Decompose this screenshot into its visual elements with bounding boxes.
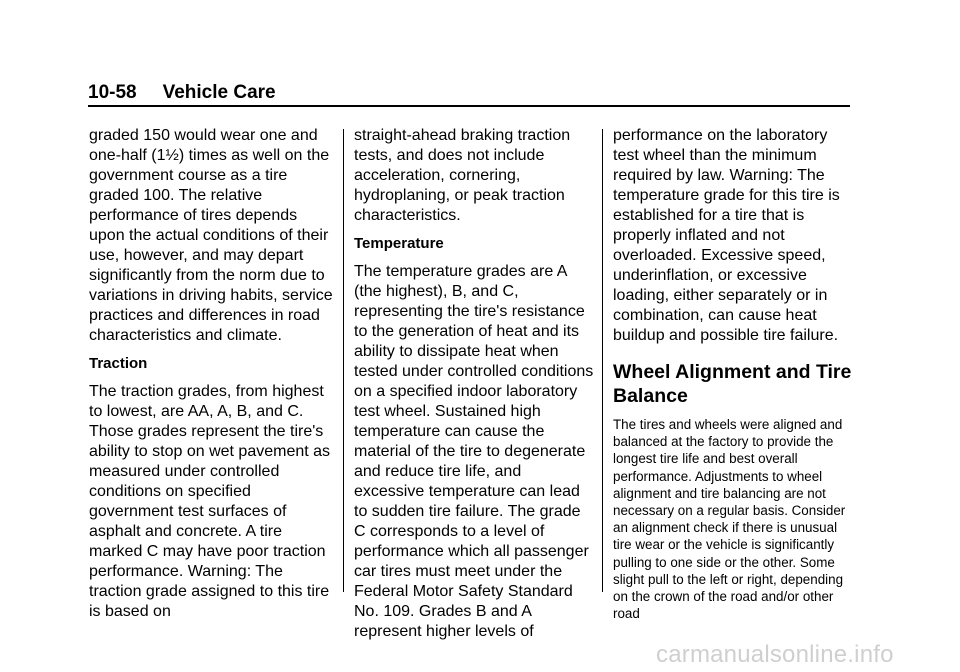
text-column-2 <box>354 126 594 642</box>
column-divider-2 <box>602 129 603 592</box>
wheel-alignment-heading: Wheel Alignment and Tire Balance <box>613 361 852 407</box>
section-title: Vehicle Care <box>162 82 276 103</box>
column-divider-1 <box>343 129 344 592</box>
page-number: 10-58 <box>88 82 137 103</box>
column1-paragraph-1: graded 150 would wear one and one-half (1½) times as well on the government course as a tire graded 100. The relative performance of tires depends upon the actual conditions of their use, however, and may depart significantly from the norm due to variations in driving habits, service practices and differences in road characteristics and climate. <box>89 127 333 344</box>
temperature-heading: Temperature <box>354 235 444 252</box>
page-header <box>88 82 276 104</box>
header-rule <box>88 105 850 107</box>
text-column-3 <box>613 126 853 622</box>
text-column-1 <box>89 126 335 622</box>
column2-paragraph-1: straight-ahead braking traction tests, and does not include acceleration, cornering, hydroplaning, or peak traction characteristics. <box>354 127 571 224</box>
traction-heading: Traction <box>89 355 148 372</box>
column3-paragraph-1: performance on the laboratory test wheel than the minimum required by law. Warning: The temperature grade for this tire is established for a tire that is properly inflated and not overloaded. Excessive speed, underinflation, or excessive loading, either separately or in combination, can cause heat buildup and possible tire failure. <box>613 127 840 344</box>
column3-paragraph-2: The tires and wheels were aligned and balanced at the factory to provide the longest tire life and best overall performance. Adjustments to wheel alignment and tire balancing are not necessary on a regular basis. Consider an alignment check if there is unusual tire wear or the vehicle is significantly pulling to one side or the other. Some slight pull to the left or right, depending on the crown of the road and/or other road <box>613 417 846 622</box>
watermark: carmanualsonline.info <box>656 641 894 668</box>
column1-paragraph-2: The traction grades, from highest to lowest, are AA, A, B, and C. Those grades represent the tire's ability to stop on wet pavement as measured under controlled conditions on specified government test surfaces of asphalt and concrete. A tire marked C may have poor traction performance. Warning: The traction grade assigned to this tire is based on <box>89 383 331 620</box>
column2-paragraph-2: The temperature grades are A (the highest), B, and C, representing the tire's resistance to the generation of heat and its ability to dissipate heat when tested under controlled conditions on a specified indoor laboratory test wheel. Sustained high temperature can cause the material of the tire to degenerate and reduce tire life, and excessive temperature can lead to sudden tire failure. The grade C corresponds to a level of performance which all passenger car tires must meet under the Federal Motor Safety Standard No. 109. Grades B and A represent higher levels of <box>354 263 594 640</box>
